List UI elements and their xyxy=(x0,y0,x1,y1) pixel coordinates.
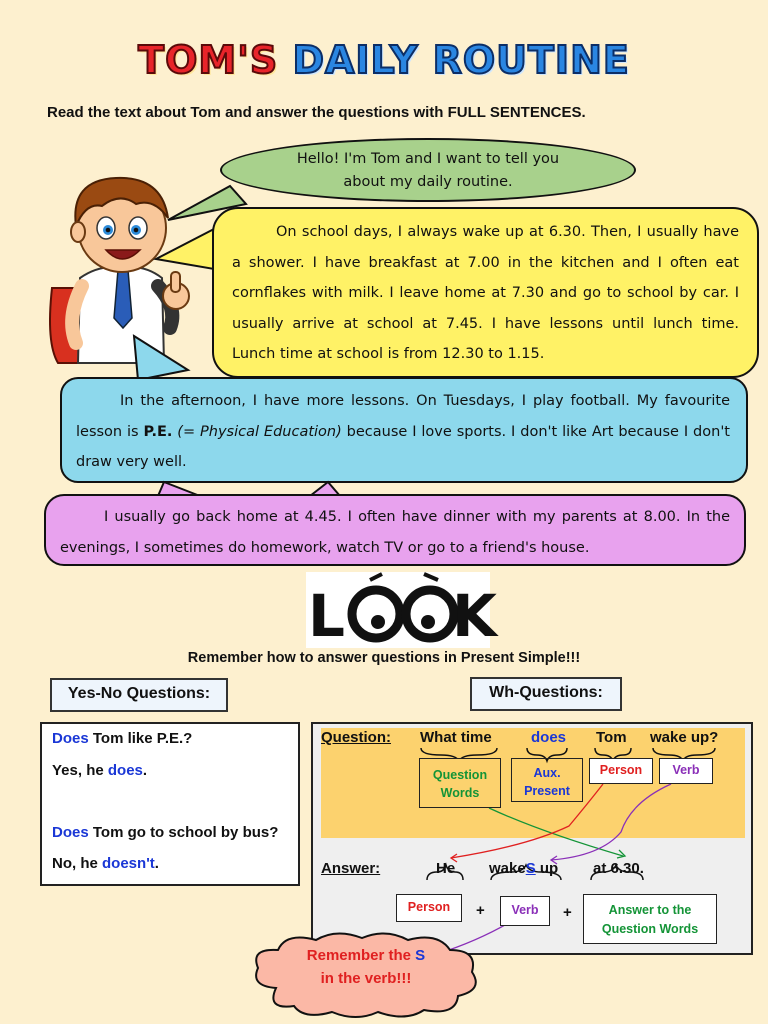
remember-s-note: Remember the S in the verb!!! xyxy=(306,947,426,987)
plus-sign-2: + xyxy=(563,904,572,921)
aux-present-box: Aux. Present xyxy=(511,758,583,802)
question-word-does: does xyxy=(531,729,567,746)
verb-box: Verb xyxy=(659,758,713,784)
hello-line-2: about my daily routine. xyxy=(343,174,513,190)
answer-question-words-box: Answer to the Question Words xyxy=(583,894,717,944)
speech-bubble-afternoon xyxy=(60,377,748,483)
answer-label: Answer: xyxy=(321,860,381,877)
afternoon-text-pe-meaning: (= Physical Education) xyxy=(172,423,342,440)
afternoon-text-pe: P.E. xyxy=(143,423,173,440)
morning-text: On school days, I always wake up at 6.30. Then, I usually have a shower. I have breakfast at 7.00 in the kitchen and I often eat cornflakes with milk. I leave home at 7.30 and go to school by car. I usually arrive at school at 7.45. I have lessons until lunch time. Lunch time at school is from 12.30 to 1.15. xyxy=(232,224,739,362)
page-title xyxy=(0,38,768,82)
plus-sign-1: + xyxy=(476,902,485,919)
remember-heading: Remember how to answer questions in Present Simple!!! xyxy=(187,650,581,666)
question-word-tom: Tom xyxy=(596,729,627,746)
answer-word-he: He xyxy=(436,860,456,877)
look-eye-left xyxy=(352,590,400,638)
answer-word-wakes: wakeS up xyxy=(489,860,559,877)
yes-no-answer-2: No, he doesn't. xyxy=(52,855,159,872)
person-box: Person xyxy=(589,758,653,784)
wh-header: Wh-Questions: xyxy=(470,677,622,711)
question-word-wake-up: wake up? xyxy=(650,729,719,746)
yes-no-header: Yes-No Questions: xyxy=(50,678,228,712)
title-part1: TOM'S xyxy=(138,38,279,82)
answer-word-at: at 6.30. xyxy=(593,860,644,877)
look-eye-right xyxy=(406,590,454,638)
yes-no-box xyxy=(40,722,300,886)
look-logo xyxy=(306,572,497,650)
evening-text: I usually go back home at 4.45. I often have dinner with my parents at 8.00. In the evenings, I sometimes do homework, watch TV or go to a friend's house. xyxy=(60,509,730,556)
look-letter-l: L xyxy=(308,582,345,650)
speech-bubble-hello xyxy=(220,138,636,202)
question-word-what-time: What time xyxy=(420,729,492,746)
answer-person-box: Person xyxy=(396,894,462,922)
yes-no-question-1: Does Tom like P.E.? xyxy=(52,730,193,747)
answer-verb-box: Verb xyxy=(500,896,550,926)
yes-no-question-2: Does Tom go to school by bus? xyxy=(52,824,279,841)
look-letter-k: K xyxy=(452,582,497,650)
yellow-bubble-tail xyxy=(150,225,220,285)
question-label: Question: xyxy=(321,729,391,746)
look-graphic xyxy=(306,572,497,650)
instructions: Read the text about Tom and answer the questions with FULL SENTENCES. xyxy=(47,104,586,121)
hello-line-1: Hello! I'm Tom and I want to tell you xyxy=(296,151,560,167)
speech-bubble-evening xyxy=(44,494,746,566)
title-part2: DAILY ROUTINE xyxy=(292,38,630,82)
afternoon-text-before: In the afternoon, I have more lessons. On Tuesdays, I play football. My favourite lesson is xyxy=(76,393,730,440)
afternoon-text-after: because I love sports. I don't like Art because I don't draw very well. xyxy=(76,423,730,470)
speech-bubble-morning xyxy=(212,207,759,378)
question-words-box: Question Words xyxy=(419,758,501,808)
yes-no-answer-1: Yes, he does. xyxy=(52,762,148,779)
